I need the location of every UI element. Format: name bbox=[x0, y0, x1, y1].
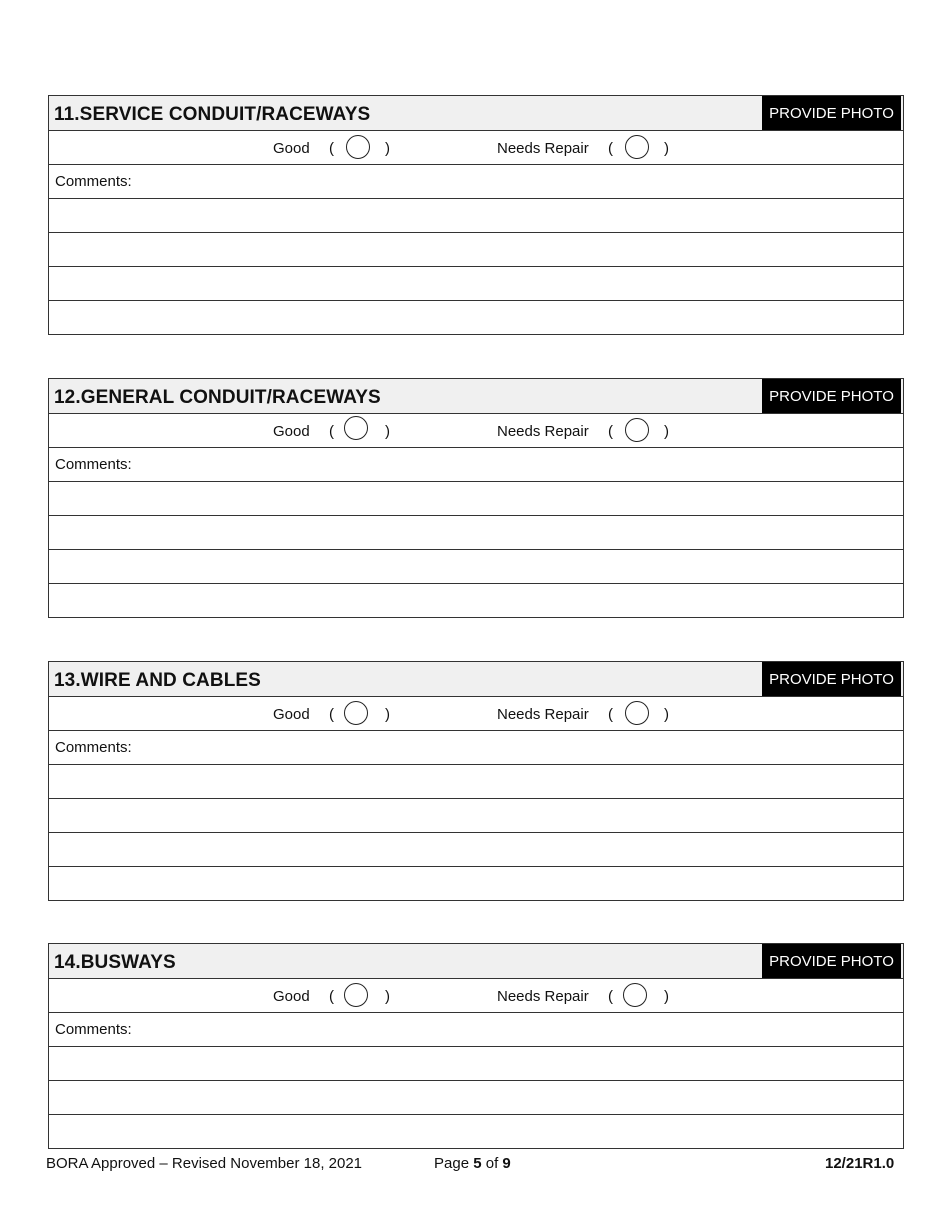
comment-line[interactable] bbox=[49, 1114, 903, 1148]
section-11 bbox=[48, 95, 904, 335]
section-title: 14.BUSWAYS bbox=[54, 952, 176, 973]
needs-repair-radio[interactable] bbox=[625, 418, 649, 442]
good-label: Good bbox=[273, 988, 310, 1005]
comments-label: Comments: bbox=[55, 1021, 132, 1038]
comment-line[interactable] bbox=[49, 232, 903, 266]
comment-line[interactable] bbox=[49, 266, 903, 300]
comment-line[interactable] bbox=[49, 300, 903, 334]
needs-repair-label: Needs Repair bbox=[497, 140, 589, 157]
good-radio[interactable] bbox=[344, 701, 368, 725]
section-header bbox=[49, 662, 903, 696]
provide-photo-button[interactable]: PROVIDE PHOTO bbox=[762, 379, 901, 413]
section-header bbox=[49, 944, 903, 978]
section-header bbox=[49, 379, 903, 413]
comment-line[interactable] bbox=[49, 866, 903, 900]
comment-line[interactable] bbox=[49, 481, 903, 515]
comment-line[interactable] bbox=[49, 764, 903, 798]
section-title: 13.WIRE AND CABLES bbox=[54, 670, 261, 691]
section-header bbox=[49, 96, 903, 130]
good-radio[interactable] bbox=[344, 983, 368, 1007]
needs-repair-radio[interactable] bbox=[625, 701, 649, 725]
good-label: Good bbox=[273, 706, 310, 723]
provide-photo-button[interactable]: PROVIDE PHOTO bbox=[762, 944, 901, 978]
provide-photo-button[interactable]: PROVIDE PHOTO bbox=[762, 662, 901, 696]
section-title: 11.SERVICE CONDUIT/RACEWAYS bbox=[54, 104, 371, 125]
comment-line[interactable] bbox=[49, 549, 903, 583]
needs-repair-label: Needs Repair bbox=[497, 423, 589, 440]
comment-line[interactable] bbox=[49, 198, 903, 232]
comment-line[interactable] bbox=[49, 515, 903, 549]
comments-label: Comments: bbox=[55, 456, 132, 473]
good-label: Good bbox=[273, 140, 310, 157]
comment-line[interactable] bbox=[49, 1046, 903, 1080]
section-title: 12.GENERAL CONDUIT/RACEWAYS bbox=[54, 387, 381, 408]
comments-label-row bbox=[49, 730, 903, 764]
needs-repair-radio[interactable] bbox=[623, 983, 647, 1007]
footer-revision: BORA Approved – Revised November 18, 2021 bbox=[46, 1155, 363, 1172]
comment-line[interactable] bbox=[49, 583, 903, 617]
comments-label-row bbox=[49, 164, 903, 198]
footer-page-number: Page 5 of 9 bbox=[434, 1155, 511, 1172]
section-12 bbox=[48, 378, 904, 618]
comments-label-row bbox=[49, 447, 903, 481]
comment-line[interactable] bbox=[49, 832, 903, 866]
comments-label-row bbox=[49, 1012, 903, 1046]
needs-repair-label: Needs Repair bbox=[497, 988, 589, 1005]
section-14 bbox=[48, 943, 904, 1149]
good-label: Good bbox=[273, 423, 310, 440]
footer-code: 12/21R1.0 bbox=[825, 1155, 895, 1172]
comment-line[interactable] bbox=[49, 1080, 903, 1114]
section-13 bbox=[48, 661, 904, 901]
condition-row: Good ( ) Needs Repair ( ) bbox=[49, 413, 903, 447]
condition-row: Good ( ) Needs Repair ( ) bbox=[49, 130, 903, 164]
condition-row: Good ( ) Needs Repair ( ) bbox=[49, 696, 903, 730]
condition-row: Good ( ) Needs Repair ( ) bbox=[49, 978, 903, 1012]
comments-label: Comments: bbox=[55, 173, 132, 190]
comment-line[interactable] bbox=[49, 798, 903, 832]
good-radio[interactable] bbox=[344, 416, 368, 440]
needs-repair-label: Needs Repair bbox=[497, 706, 589, 723]
comments-label: Comments: bbox=[55, 739, 132, 756]
good-radio[interactable] bbox=[346, 135, 370, 159]
needs-repair-radio[interactable] bbox=[625, 135, 649, 159]
provide-photo-button[interactable]: PROVIDE PHOTO bbox=[762, 96, 901, 130]
